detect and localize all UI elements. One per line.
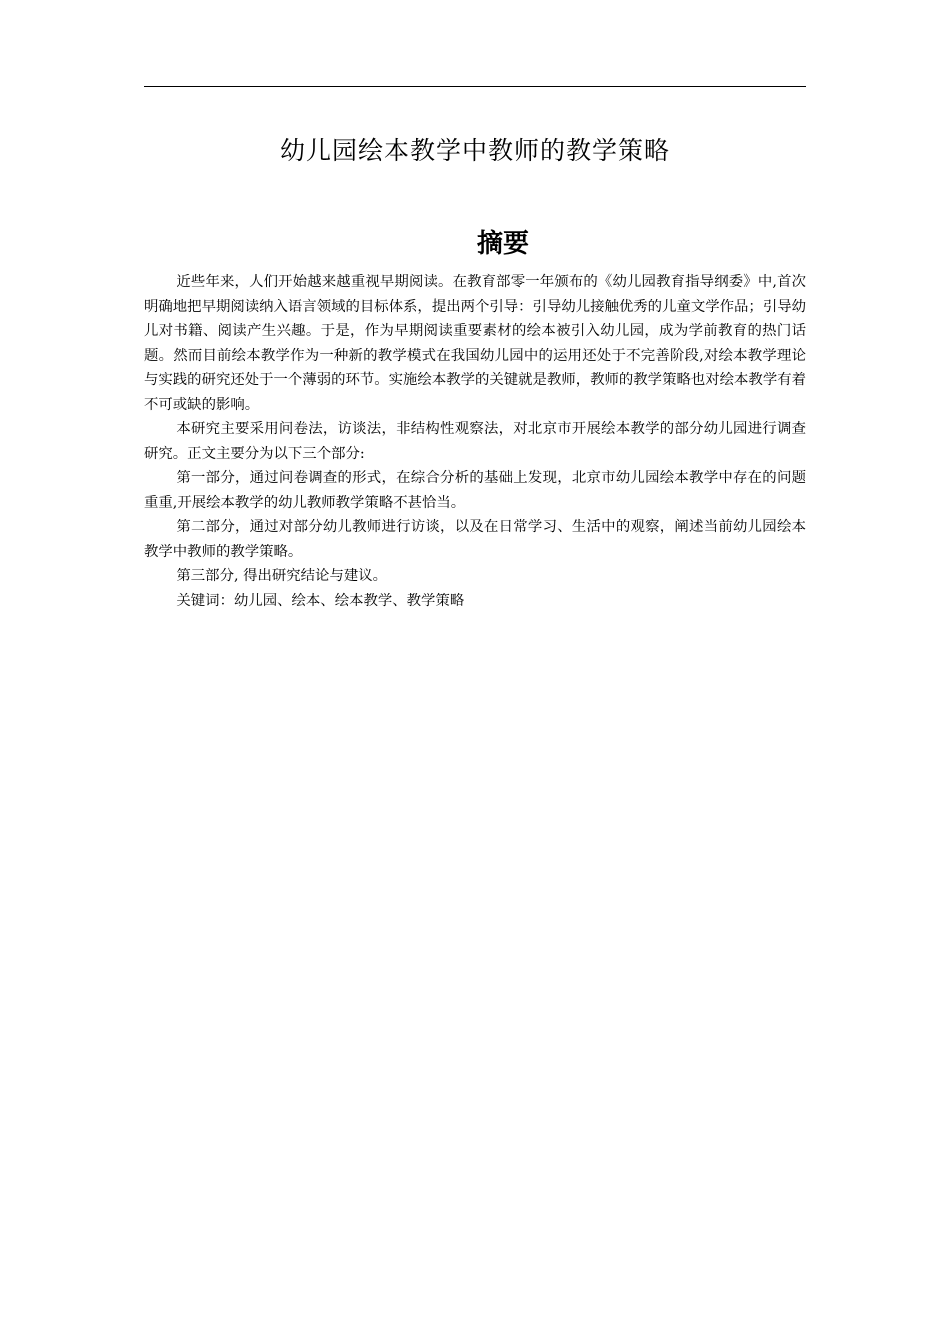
- abstract-paragraph-method: 本研究主要采用问卷法，访谈法，非结构性观察法，对北京市开展绘本教学的部分幼儿园进行调查研究。正文主要分为以下三个部分:: [144, 421, 806, 462]
- keywords: 关键词：幼儿园、绘本、绘本教学、教学策略: [176, 592, 465, 609]
- abstract-paragraph-part-two: 第二部分，通过对部分幼儿教师进行访谈，以及在日常学习、生活中的观察，阐述当前幼儿园绘本教学中教师的教学策略。: [144, 519, 806, 560]
- abstract-body: [144, 270, 806, 613]
- document-title: 幼儿园绘本教学中教师的教学策略: [279, 136, 670, 165]
- abstract-paragraph-part-three: 第三部分, 得出研究结论与建议。: [176, 568, 388, 584]
- abstract-paragraph-part-one: 第一部分，通过问卷调查的形式，在综合分析的基础上发现，北京市幼儿园绘本教学中存在的问题重重,开展绘本教学的幼儿教师教学策略不甚恰当。: [144, 470, 806, 511]
- header-rule: [144, 86, 806, 87]
- abstract-heading: 摘要: [476, 229, 529, 259]
- abstract-paragraph-intro: 近些年来，人们开始越来越重视早期阅读。在教育部零一年颁布的《幼儿园教育指导纲委》中,首次明确地把早期阅读纳入语言领域的目标体系，提出两个引导：引导幼儿接触优秀的儿童文学作品；引导幼儿对书籍、阅读产生兴趣。于是，作为早期阅读重要素材的绘本被引入幼儿园，成为学前教育的热门话题。然而目前绘本教学作为一种新的教学模式在我国幼儿园中的运用还处于不完善阶段,对绘本教学理论与实践的研究还处于一个薄弱的环节。实施绘本教学的关键就是教师，教师的教学策略也对绘本教学有着不可或缺的影响。: [144, 274, 806, 413]
